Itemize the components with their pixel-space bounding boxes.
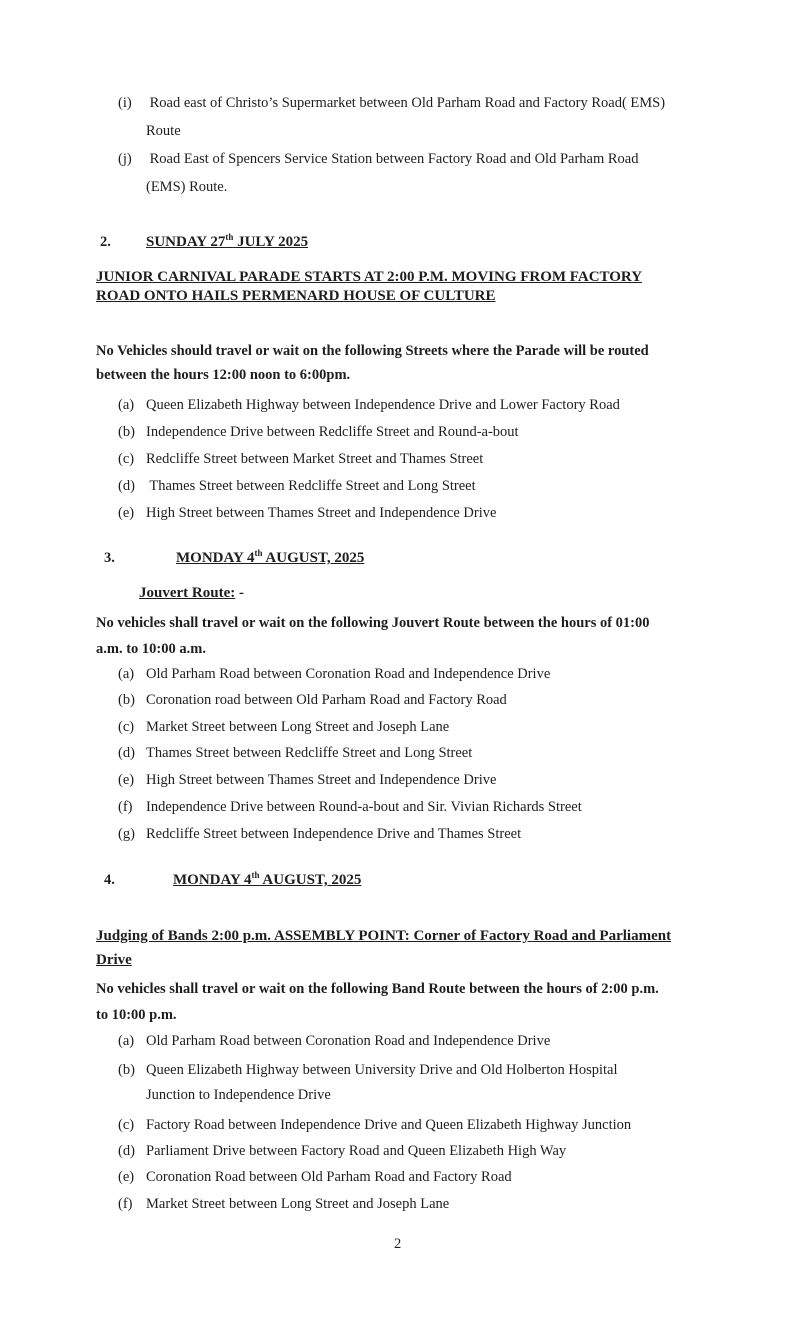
section-number: 2.	[100, 234, 111, 250]
judging-label: Judging of Bands 2:00 p.m.	[96, 928, 272, 944]
list-item-continued: Junction to Independence Drive	[146, 1087, 331, 1103]
assembly-heading-line2: Drive	[96, 952, 132, 968]
page-number: 2	[394, 1236, 402, 1252]
item-label: (j)	[118, 151, 132, 167]
list-item: (b) Coronation road between Old Parham Road and Factory Road	[118, 692, 507, 708]
list-item: (d) Thames Street between Redcliffe Street and Long Street	[118, 478, 476, 494]
section-heading: JUNIOR CARNIVAL PARADE STARTS AT 2:00 P.M. MOVING FROM FACTORY	[96, 269, 643, 285]
list-item: (c) Market Street between Long Street and Joseph Lane	[118, 719, 450, 735]
section-date: MONDAY 4th AUGUST, 2025	[173, 870, 362, 888]
section-date: MONDAY 4th AUGUST, 2025	[176, 548, 365, 566]
notice-text: No Vehicles should travel or wait on the following Streets where the Parade will be routed between the hours 12:00 noon to 6:00pm.	[96, 343, 649, 383]
list-item: (a) Old Parham Road between Coronation Road and Independence Drive	[118, 1033, 551, 1049]
list-item: (b) Independence Drive between Redcliffe Street and Round-a-bout	[118, 424, 519, 440]
notice-text: No vehicles shall travel or wait on the following Band Route between the hours of 2:00 p.m. to 10:00 p.m.	[96, 981, 659, 1023]
list-item: (c) Factory Road between Independence Drive and Queen Elizabeth Highway Junction	[118, 1117, 632, 1133]
section-number: 4.	[104, 872, 115, 888]
list-item-i	[118, 95, 665, 112]
section-number: 3.	[104, 550, 115, 566]
item-text: Road East of Spencers Service Station between Factory Road and Old Parham Road	[149, 151, 639, 167]
assembly-point: ASSEMBLY POINT: Corner of Factory Road and Parliament	[274, 928, 672, 944]
list-item: (f) Market Street between Long Street and Joseph Lane	[118, 1196, 450, 1212]
list-item: (e) High Street between Thames Street and Independence Drive	[118, 772, 497, 788]
list-item: (e) Coronation Road between Old Parham Road and Factory Road	[118, 1169, 512, 1185]
notice-text: No vehicles shall travel or wait on the following Jouvert Route between the hours of 01:00 a.m. to 10:00 a.m.	[96, 615, 650, 657]
list-item: (f) Independence Drive between Round-a-bout and Sir. Vivian Richards Street	[118, 799, 582, 815]
section-date: SUNDAY 27th JULY 2025	[146, 232, 309, 250]
list-item-j-continued: (EMS) Route.	[146, 179, 228, 195]
list-item-j	[118, 151, 638, 168]
item-text: Road east of Christo’s Supermarket between Old Parham Road and Factory Road( EMS)	[149, 95, 666, 111]
section-heading-line2: ROAD ONTO HAILS PERMENARD HOUSE OF CULTURE	[96, 288, 496, 304]
list-item: (a) Old Parham Road between Coronation Road and Independence Drive	[118, 666, 551, 682]
list-item: (b) Queen Elizabeth Highway between University Drive and Old Holberton Hospital	[118, 1062, 618, 1078]
list-item: (d) Parliament Drive between Factory Road and Queen Elizabeth High Way	[118, 1143, 567, 1159]
list-item: (a) Queen Elizabeth Highway between Independence Drive and Lower Factory Road	[118, 397, 620, 413]
assembly-heading	[96, 928, 671, 945]
route-title: Jouvert Route: -	[139, 585, 244, 601]
list-item: (d) Thames Street between Redcliffe Street and Long Street	[118, 745, 473, 761]
list-item: (c) Redcliffe Street between Market Street and Thames Street	[118, 451, 484, 467]
item-label: (i)	[118, 95, 132, 111]
list-item-i-continued: Route	[146, 123, 181, 139]
list-item: (e) High Street between Thames Street and Independence Drive	[118, 505, 497, 521]
list-item: (g) Redcliffe Street between Independence Drive and Thames Street	[118, 826, 522, 842]
